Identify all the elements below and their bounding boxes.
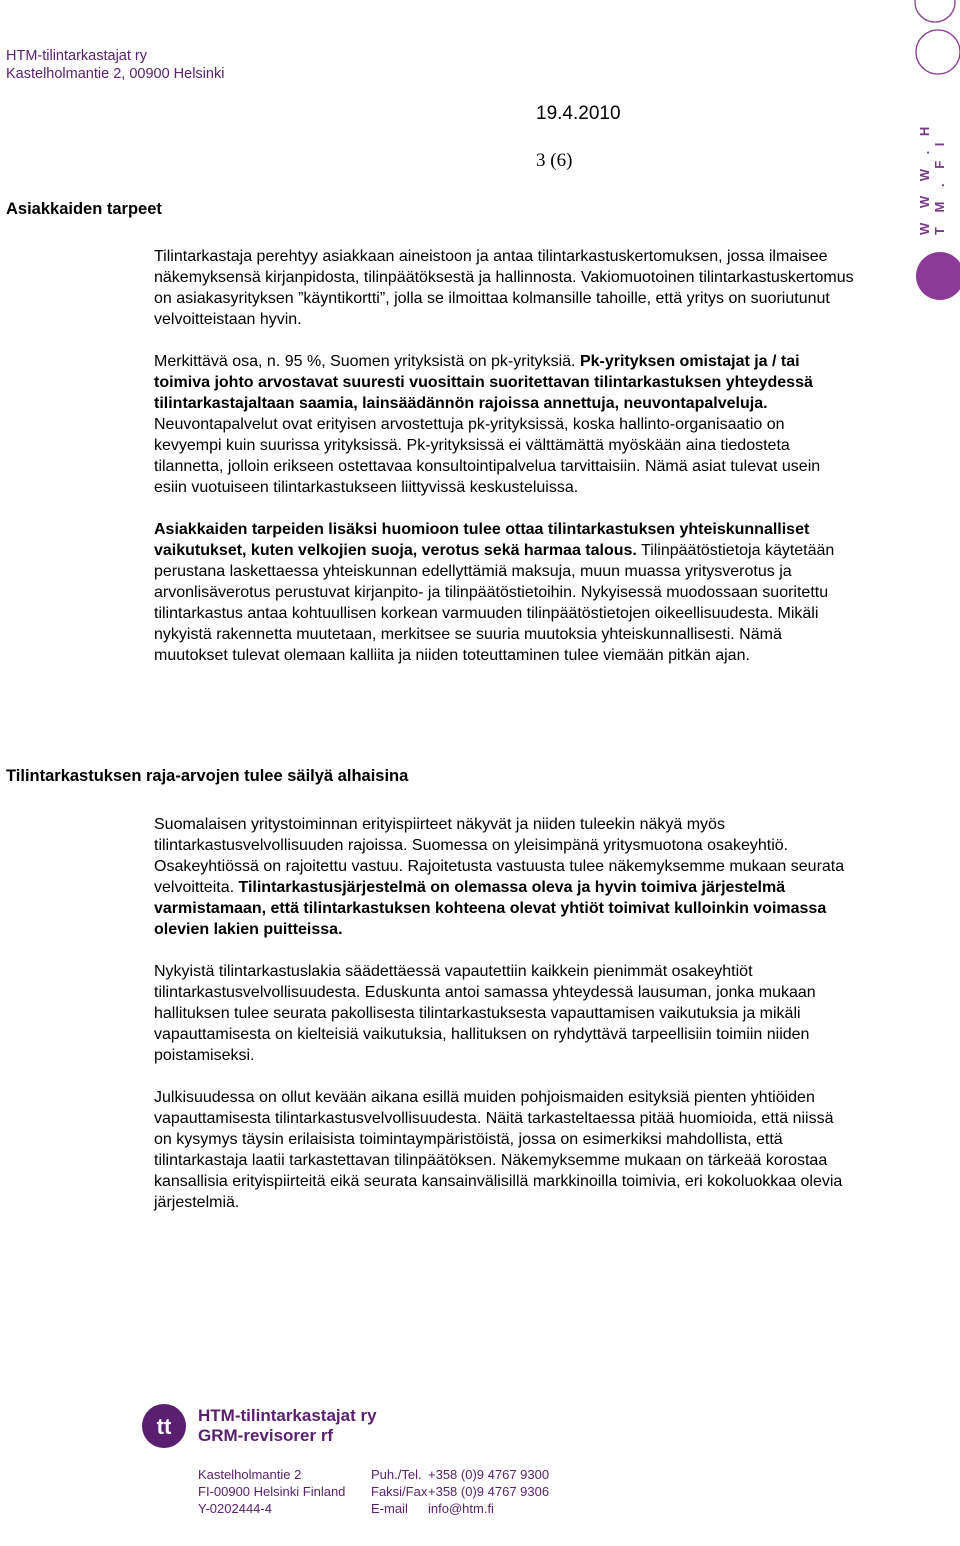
paragraph: Julkisuudessa on ollut kevään aikana esillä muiden pohjoismaiden esityksiä pienten yhtiöiden vapauttamisesta tilintarkastusvelvollisuudesta. Näitä tarkasteltaessa pitää huomioida, että niissä on kysymys täysin erilaisista toimintaympäristöistä, jossa on esimerkiksi mahdollista, että tilintarkastaja laatii tarkastettavan tilinpäätöksen. Näkemyksemme mukaan on tärkeää korostaa kansallisia erityispiirteitä eikä seurata kansainvälisillä markkinoilla toimivia, eri kokoluokkaa olevia järjestelmiä. (154, 1089, 843, 1211)
paragraph (154, 519, 854, 666)
paragraph (154, 814, 854, 940)
phone-number: +358 (0)9 4767 9300 (428, 1467, 550, 1482)
footer-org-name-1: HTM-tilintarkastajat ry (198, 1406, 377, 1425)
footer-business-id: Y-0202444-4 (198, 1501, 272, 1516)
tt-logo-icon (140, 1402, 188, 1450)
section-1-body (154, 246, 854, 666)
footer-contact-labels (371, 1466, 427, 1517)
footer-address (198, 1466, 345, 1517)
footer-contact-values (428, 1466, 549, 1517)
page-number: 3 (6) (536, 150, 573, 171)
email-link[interactable]: info@htm.fi (428, 1501, 494, 1516)
org-address: Kastelholmantie 2, 00900 Helsinki (6, 66, 225, 82)
paragraph: Tilintarkastaja perehtyy asiakkaan aineistoon ja antaa tilintarkastuskertomuksen, jossa ilmaisee näkemyksensä kirjanpidosta, tilinpäätöksestä ja hallinnosta. Vakiomuotoinen tilintarkastuskertomus on asiakasyrityksen ”käyntikortti”, jolla se ilmoittaa kolmansille tahoille, että yritys on suoriutunut velvoitteistaan hyvin. (154, 248, 854, 328)
paragraph (154, 351, 854, 498)
section-2-body (154, 814, 854, 1213)
org-name: HTM-tilintarkastajat ry (6, 48, 147, 64)
paragraph: Nykyistä tilintarkastuslakia säädettäessä vapautettiin kaikkein pienimmät osakeyhtiöt tilintarkastusvelvollisuudesta. Eduskunta antoi samassa yhteydessä lausuman, jonka mukaan hallituksen tulee seurata pakollisesta tilintarkastuksesta vapauttamisen vaikutuksia ja mikäli vapauttamisesta on kielteisiä vaikutuksia, hallituksen on ryhdyttävä tarpeellisiin toimiin niiden poistamiseksi. (154, 963, 816, 1064)
fax-label: Faksi/Fax (371, 1484, 428, 1499)
svg-text:tt: tt (156, 1414, 172, 1439)
bold-text: Asiakkaiden tarpeiden lisäksi huomioon tulee ottaa tilintarkastuksen yhteiskunnalliset vaikutukset, kuten velkojien suoja, verotus sekä harmaa talous. (154, 521, 810, 559)
footer-address-line: Kastelholmantie 2 (198, 1467, 302, 1482)
email-label: E-mail (371, 1501, 408, 1516)
footer-org-name-2: GRM-revisorer rf (198, 1426, 334, 1445)
text-run: Merkittävä osa, n. 95 %, Suomen yrityksistä on pk-yrityksiä. (154, 353, 580, 370)
document-date: 19.4.2010 (536, 103, 621, 124)
letterhead (6, 47, 224, 83)
bold-text: Pk-yrityksen omistajat ja / tai toimiva johto arvostavat suuresti vuosittain suoritettavan tilintarkastuksen yhteydessä tilintarkastajaltaan saamia, lainsäädännön rajoissa annettuja, neuvontapalveluja. (154, 353, 813, 412)
phone-label: Puh./Tel. (371, 1467, 422, 1482)
section-heading-customer-needs: Asiakkaiden tarpeet (6, 200, 162, 218)
footer-org-names (198, 1406, 377, 1446)
bold-text: Tilintarkastusjärjestelmä on olemassa oleva ja hyvin toimiva järjestelmä varmistamaan, että tilintarkastuksen kohteena olevat yhtiöt toimivat kulloinkin voimassa olevien lakien puitteissa. (154, 879, 827, 938)
fax-number: +358 (0)9 4767 9306 (428, 1484, 550, 1499)
text-run: Tilinpäätöstietoja käytetään perustana laskettaessa yhteiskunnan edellyttämiä maksuja, muun muassa yritysverotus ja arvonlisäverotus perustuvat kirjanpito- ja tilinpäätöstietoihin. Nykyisessä muodossaan suoritettu tilintarkastus antaa kohtuullisen korkean varmuuden tilinpäätöstietojen oikeellisuudesta. Mikäli nykyistä rakennetta muutetaan, merkitsee se suuria muutoksia yhteiskunnallisesti. Nämä muutokset tulevat olemaan kalliita ja niiden toteuttaminen tulee viemään pitkän ajan. (154, 542, 835, 664)
footer-address-line: FI-00900 Helsinki Finland (198, 1484, 346, 1499)
website-text: W W W . H T M . F I (917, 121, 947, 235)
section-heading-audit-thresholds: Tilintarkastuksen raja-arvojen tulee säilyä alhaisina (6, 767, 409, 785)
text-run: Suomalaisen yritystoiminnan erityispiirteet näkyvät ja niiden tuleekin näkyä myös tilintarkastusvelvollisuuden rajoissa. Suomessa on yleisimpänä yritysmuotona osakeyhtiö. Osakeyhtiössä on rajoitettu vastuu. Rajoitetusta vastuusta tulee näkemyksemme mukaan seurata velvoitteita. (154, 816, 845, 896)
text-run: Neuvontapalvelut ovat erityisen arvostettuja pk-yrityksissä, koska hallinto-organisaatio on kevyempi kuin suurissa yrityksissä. Pk-yrityksissä ei välttämättä myöskään aina tiedosteta tilannetta, jolloin erikseen ostettavaa konsultointipalvelua tarvittaisiin. Nämä asiat tulevat usein esiin vuotuiseen tilintarkastukseen liittyvissä keskusteluissa. (154, 416, 821, 496)
